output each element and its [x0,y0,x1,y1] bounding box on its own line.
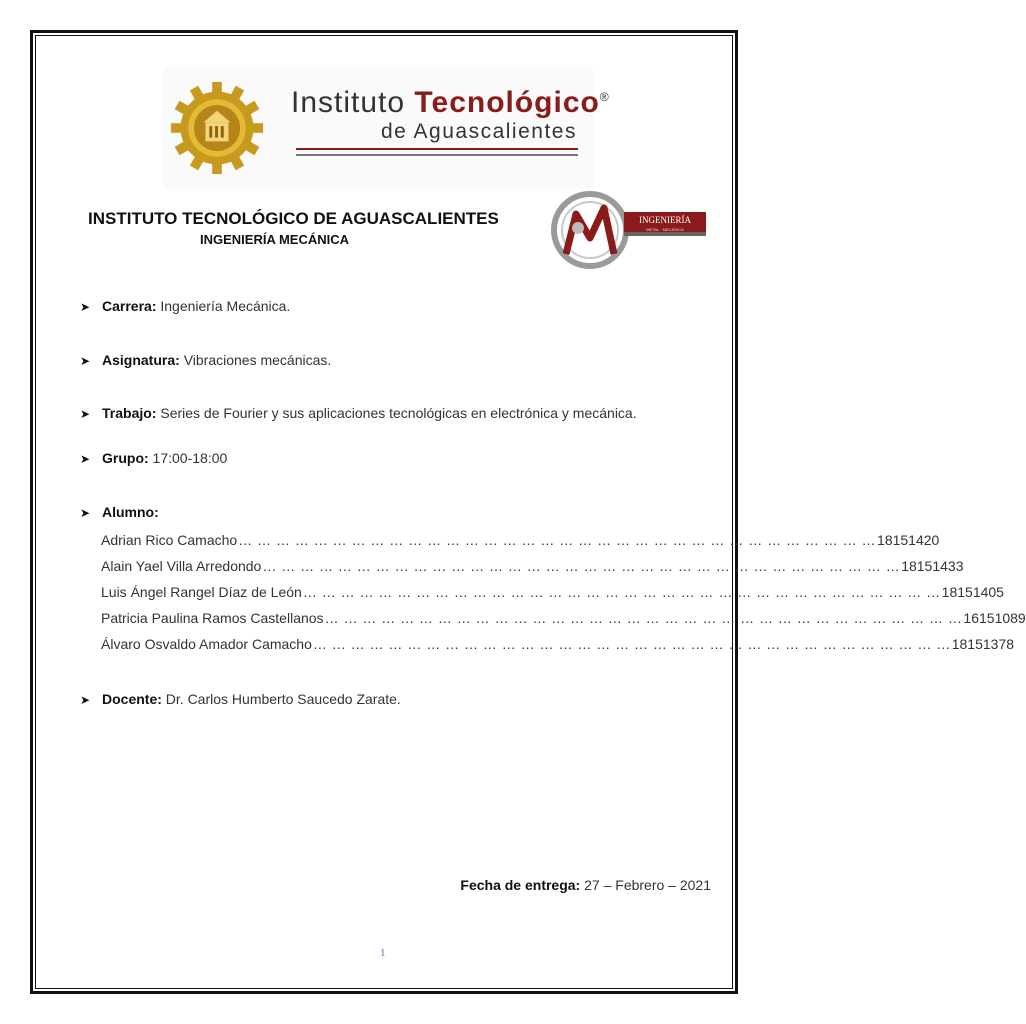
engineering-logo-icon [548,188,708,272]
eng-logo-subtext: METAL · MECÁNICA [646,227,684,232]
dot-leader: … … … … … … … … … … … … … … … … … … … … … … … … … … … … … … … … … … [238,532,877,548]
list-item [101,631,1015,657]
field-carrera [80,298,290,314]
student-list [101,527,1026,657]
delivery-date-label: Fecha de entrega: [460,877,581,893]
field-label: Carrera: [102,298,157,314]
student-id: 18151405 [941,584,1004,600]
student-name: Adrian Rico Camacho [101,532,238,548]
arrow-bullet-icon: ➤ [80,354,91,368]
field-value: Vibraciones mecánicas. [183,352,332,368]
gear-emblem-icon [169,80,265,176]
student-name: Luis Ángel Rangel Díaz de León [101,584,302,600]
student-id: 16151089 [963,610,1026,626]
arrow-bullet-icon: ➤ [80,300,91,314]
institute-logo-banner [163,68,610,188]
student-id: 18151378 [951,636,1015,652]
delivery-date-value: 27 – Febrero – 2021 [584,877,711,893]
field-trabajo [80,405,637,421]
dot-leader: … … … … … … … … … … … … … … … … … … … … … … … … … … … … … … … … … … [324,610,963,626]
student-id: 18151433 [901,558,964,574]
delivery-date [460,877,711,893]
logo-rule-gray [296,154,578,156]
arrow-bullet-icon: ➤ [80,506,91,520]
dot-leader: … … … … … … … … … … … … … … … … … … … … … … … … … … … … … … … … … … [262,558,901,574]
field-docente [80,691,401,707]
dot-leader: … … … … … … … … … … … … … … … … … … … … … … … … … … … … … … … … … … [312,636,951,652]
arrow-bullet-icon: ➤ [80,452,91,466]
list-item [101,527,940,553]
arrow-bullet-icon: ➤ [80,407,91,421]
school-title: INSTITUTO TECNOLÓGICO DE AGUASCALIENTES [88,209,499,228]
field-label: Docente: [102,691,162,707]
arrow-bullet-icon: ➤ [80,693,91,707]
list-item [101,579,1004,605]
field-value: Ingeniería Mecánica. [160,298,291,314]
field-label: Grupo: [102,450,149,466]
eng-logo-text: INGENIERÍA [639,215,691,225]
student-name: Patricia Paulina Ramos Castellanos [101,610,324,626]
school-subtitle: INGENIERÍA MECÁNICA [200,232,350,247]
logo-rule-red [296,148,578,150]
page-number: 1 [380,947,386,959]
student-name: Álvaro Osvaldo Amador Camacho [101,636,312,652]
institute-wordmark-line2: de Aguascalientes [381,120,577,143]
field-label: Asignatura: [102,352,180,368]
field-value: Dr. Carlos Humberto Saucedo Zarate. [165,691,401,707]
student-name: Alain Yael Villa Arredondo [101,558,262,574]
field-asignatura [80,352,331,368]
field-label: Alumno: [102,504,159,520]
field-value: 17:00-18:00 [152,450,228,466]
institute-wordmark: Instituto Tecnológico® [291,86,610,119]
field-label: Trabajo: [102,405,157,421]
dot-leader: … … … … … … … … … … … … … … … … … … … … … … … … … … … … … … … … … … [302,584,941,600]
list-item [101,605,1026,631]
student-id: 18151420 [877,532,940,548]
field-alumno [80,504,159,520]
list-item [101,553,964,579]
field-value: Series de Fourier y sus aplicaciones tecnológicas en electrónica y mecánica. [160,405,637,421]
field-grupo [80,450,227,466]
